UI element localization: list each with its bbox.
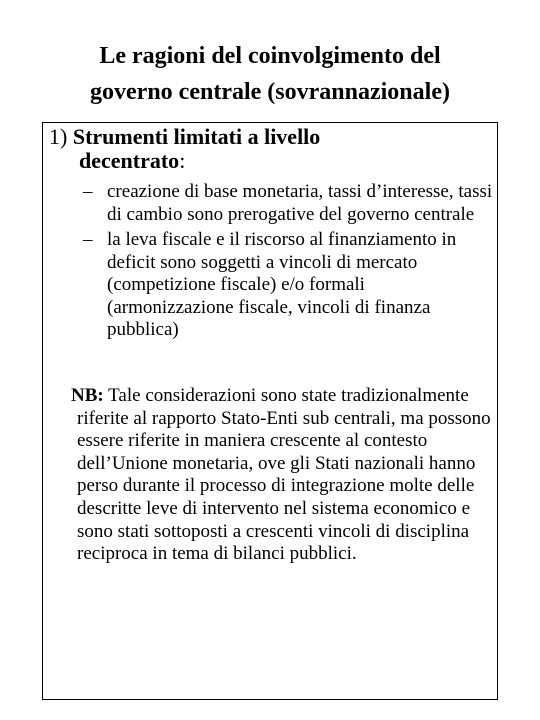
note-text: Tale considerazioni sono state tradizionalmente riferite al rapporto Stato-Enti sub centrali, ma possono essere riferite in maniera crescente al contesto dell’Unione monetaria, ove gli Stati nazionali hanno perso durante il processo di integrazione molte delle descritte leve di intervento nel sistema economico e sono stati sottoposti a crescenti vincoli di disciplina reciproca in tema di bilanci pubblici. — [77, 385, 491, 565]
section-heading-line-2 — [49, 149, 489, 173]
section-number: 1) — [49, 124, 68, 149]
content-box — [42, 122, 498, 700]
list-item — [83, 229, 493, 342]
section-heading-text-1: Strumenti limitati a livello — [72, 124, 321, 149]
section-heading-text-2: decentrato — [79, 148, 180, 173]
dash-bullet-icon: – — [83, 181, 93, 202]
note-paragraph — [71, 385, 499, 566]
slide-title-line-2: governo centrale (sovrannazionale) — [90, 79, 450, 105]
section-heading — [49, 125, 489, 173]
section-heading-colon: : — [179, 148, 186, 173]
note-label: NB: — [71, 385, 104, 406]
bullet-list — [83, 181, 493, 345]
slide-title-line-1: Le ragioni del coinvolgimento del — [99, 43, 441, 69]
bullet-text: la leva fiscale e il riscorso al finanziamento in deficit sono soggetti a vincoli di mercato (competizione fiscale) e/o formali (armonizzazione fiscale, vincoli di finanza pubblica) — [107, 229, 457, 340]
slide-title — [0, 38, 540, 110]
bullet-text: creazione di base monetaria, tassi d’interesse, tassi di cambio sono prerogative del governo centrale — [107, 181, 493, 225]
dash-bullet-icon: – — [83, 229, 93, 250]
list-item — [83, 181, 493, 226]
section-heading-line-1 — [49, 125, 489, 149]
